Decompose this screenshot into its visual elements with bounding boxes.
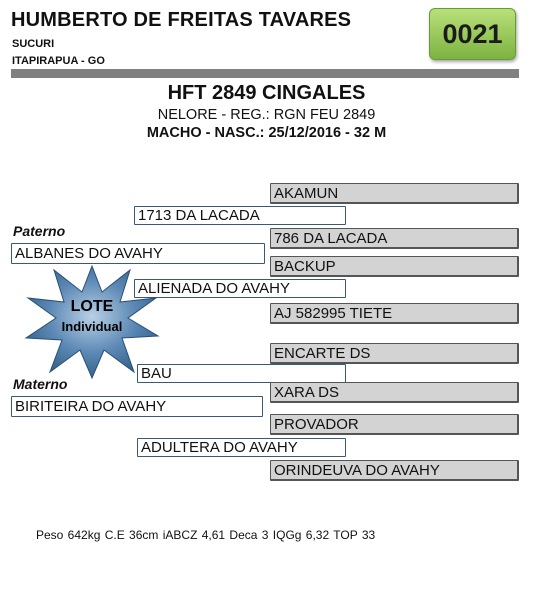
great-grandparent-box-5: ENCARTE DS — [270, 343, 519, 364]
lot-number-badge: 0021 — [429, 8, 516, 60]
animal-sex-birth: MACHO - NASC.: 25/12/2016 - 32 M — [146, 125, 387, 141]
lote-label: LOTE — [70, 298, 114, 315]
paterno-label: Paterno — [13, 223, 66, 239]
header-divider — [11, 69, 519, 78]
individual-label: Individual — [61, 319, 123, 334]
animal-breed-registration: NELORE - REG.: RGN FEU 2849 — [157, 107, 376, 123]
great-grandparent-box-6: XARA DS — [270, 382, 519, 403]
animal-stats: Peso 642kg C.E 36cm iABCZ 4,61 Deca 3 IQGg 6,32 TOP 33 — [36, 528, 376, 542]
great-grandparent-box-7: PROVADOR — [270, 414, 519, 435]
lote-individual-starburst — [22, 262, 162, 382]
dam-sire-box: BAU — [137, 364, 346, 383]
sire-box: ALBANES DO AVAHY — [11, 243, 265, 264]
dam-dam-box: ADULTERA DO AVAHY — [137, 438, 346, 457]
owner-name: HUMBERTO DE FREITAS TAVARES — [11, 9, 352, 31]
farm-name: SUCURI — [12, 38, 55, 50]
great-grandparent-box-1: AKAMUN — [270, 183, 519, 204]
sire-dam-box: ALIENADA DO AVAHY — [134, 279, 346, 298]
animal-name: HFT 2849 CINGALES — [167, 82, 366, 104]
dam-box: BIRITEIRA DO AVAHY — [11, 396, 263, 417]
farm-location: ITAPIRAPUA - GO — [12, 55, 105, 67]
sire-sire-box: 1713 DA LACADA — [134, 206, 346, 225]
great-grandparent-box-3: BACKUP — [270, 256, 519, 277]
great-grandparent-box-8: ORINDEUVA DO AVAHY — [270, 460, 519, 481]
materno-label: Materno — [13, 376, 68, 392]
great-grandparent-box-4: AJ 582995 TIETE — [270, 303, 519, 324]
great-grandparent-box-2: 786 DA LACADA — [270, 228, 519, 249]
